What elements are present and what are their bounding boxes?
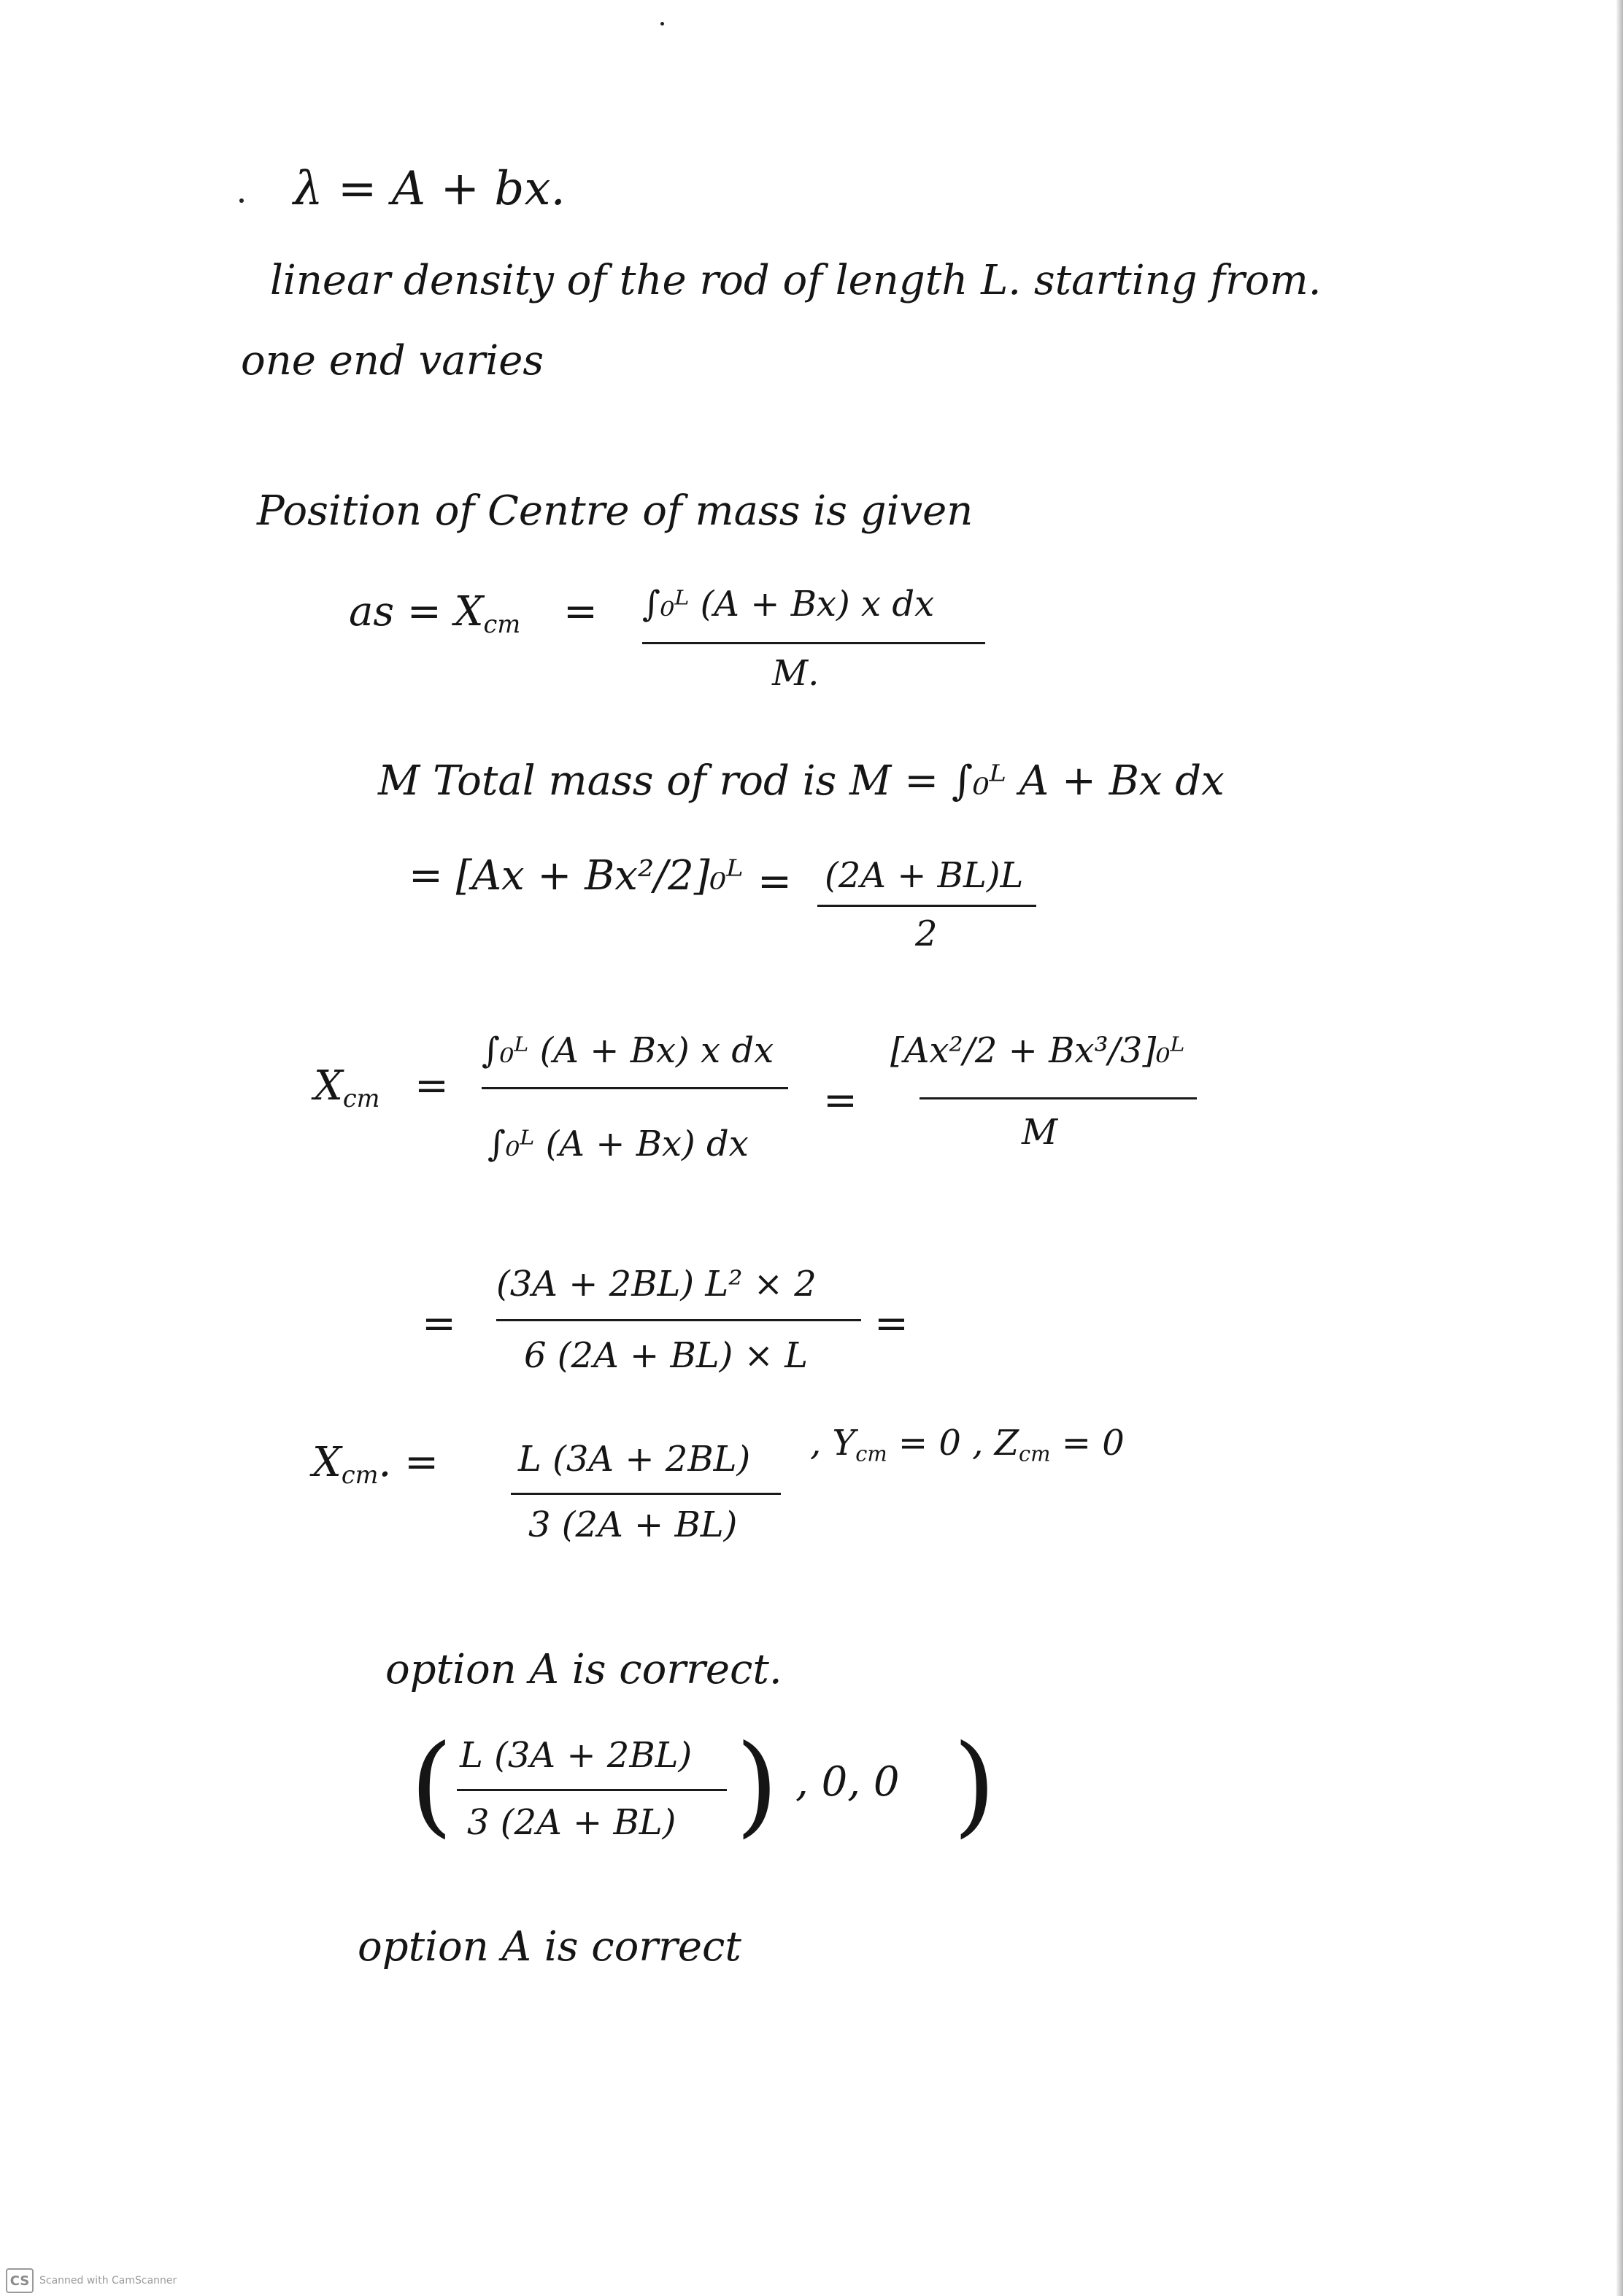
answer-numerator: L (3A + 2BL) <box>460 1735 693 1776</box>
xcm-final-numerator: L (3A + 2BL) <box>518 1439 751 1480</box>
fraction-line <box>482 1087 788 1089</box>
fraction-line <box>496 1319 861 1321</box>
xcm-final-lhs: $X_{cm}$. = <box>312 1439 439 1490</box>
xcm-definition-numerator: ∫₀ᴸ (A + Bx) x dx <box>642 584 935 625</box>
xcm-right-denominator: M <box>1022 1112 1058 1153</box>
fraction-line <box>457 1789 727 1791</box>
option-a-statement-1: option A is correct. <box>385 1646 782 1693</box>
xcm3-numerator: (3A + 2BL) L² × 2 <box>496 1264 817 1304</box>
scan-speck <box>239 198 244 203</box>
xcm-definition-lhs: as = $X_{cm}$ <box>349 588 521 639</box>
fraction-line <box>511 1493 781 1495</box>
position-line: Position of Centre of mass is given <box>257 487 974 535</box>
scanner-watermark <box>6 2268 177 2293</box>
camscanner-logo-icon: CS <box>6 2268 34 2293</box>
total-mass-line: M Total mass of rod is M = ∫₀ᴸ A + Bx dx <box>378 757 1225 805</box>
outer-close-paren: ) <box>953 1722 996 1849</box>
ycm-zcm-values: , $Y_{cm} = 0$ , $Z_{cm} = 0$ <box>810 1423 1125 1466</box>
xcm3-denominator: 6 (2A + BL) × L <box>524 1335 808 1376</box>
fraction-line <box>642 642 985 644</box>
xcm-equals-1: = <box>415 1062 449 1110</box>
xcm-lhs: $X_{cm}$ <box>314 1062 380 1113</box>
fraction-line <box>920 1097 1197 1099</box>
option-a-statement-2: option A is correct <box>358 1923 741 1971</box>
scan-edge <box>1616 0 1623 2296</box>
answer-denominator: 3 (2A + BL) <box>467 1802 676 1843</box>
lambda-equation: λ = A + bx. <box>293 162 566 216</box>
xcm-definition-equals: = <box>563 588 598 635</box>
xcm-right-numerator: [Ax²/2 + Bx³/3]₀ᴸ <box>890 1030 1185 1071</box>
intro-line-1: linear density of the rod of length L. starting from. <box>270 257 1322 304</box>
fraction-line <box>817 905 1036 907</box>
xcm-definition-denominator: M. <box>772 653 820 694</box>
intro-line-2: one end varies <box>241 337 544 384</box>
xcm3-equals: = <box>422 1300 456 1348</box>
xcm-final-denominator: 3 (2A + BL) <box>528 1504 738 1545</box>
xcm-equals-2: = <box>823 1077 857 1124</box>
camscanner-text: Scanned with CamScanner <box>39 2275 177 2287</box>
scan-speck <box>660 22 664 26</box>
close-paren: ) <box>736 1722 779 1849</box>
mass-equals: = <box>757 858 792 905</box>
mass-denominator: 2 <box>915 913 938 954</box>
open-paren: ( <box>410 1722 453 1849</box>
mass-integral-result: = [Ax + Bx²/2]₀ᴸ <box>409 852 744 900</box>
xcm3-equals-2: = <box>874 1300 909 1348</box>
mass-numerator: (2A + BL)L <box>825 855 1024 896</box>
xcm-numerator: ∫₀ᴸ (A + Bx) x dx <box>482 1030 774 1071</box>
xcm-denominator: ∫₀ᴸ (A + Bx) dx <box>487 1124 749 1164</box>
answer-zeros: , 0, 0 <box>795 1758 900 1806</box>
